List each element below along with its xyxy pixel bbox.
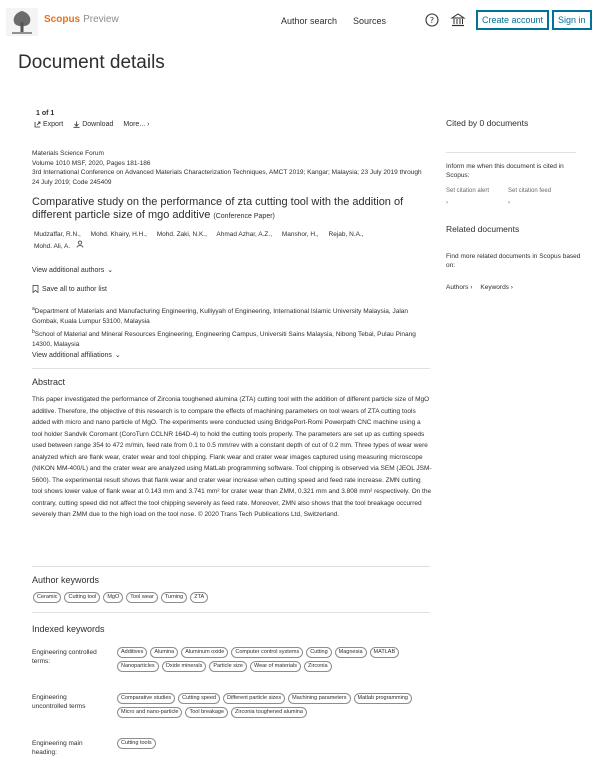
- author-keywords-heading: Author keywords: [32, 575, 100, 585]
- elsevier-logo-icon[interactable]: [6, 8, 38, 36]
- authors-related-link[interactable]: Authors ›: [446, 284, 473, 291]
- save-icon: [32, 285, 39, 293]
- divider: [32, 368, 430, 369]
- person-icon[interactable]: [76, 240, 84, 248]
- document-actions: [34, 121, 150, 128]
- keyword-pill: Tool wear: [126, 592, 158, 603]
- scopus-brand[interactable]: [44, 14, 119, 25]
- keyword-pill: Computer control systems: [231, 647, 303, 658]
- save-authors-label: Save all to author list: [42, 285, 107, 293]
- title-text: Comparative study on the performance of zta cutting tool with the addition of different particle size of mgo additive: [32, 196, 404, 221]
- affiliation-a-text: Department of Materials and Manufacturing Engineering, Kulliyyah of Engineering, International Islamic University Malaysia, Jalan Gombak, Kuala Lumpur 53100, Malaysia: [32, 308, 408, 326]
- related-links: [446, 284, 513, 291]
- chevron-right-icon: ›: [147, 121, 150, 128]
- keyword-pill: Cutting: [306, 647, 331, 658]
- export-button[interactable]: [34, 121, 63, 128]
- view-additional-authors[interactable]: [32, 266, 113, 274]
- document-title: [32, 196, 430, 223]
- affiliations: [32, 304, 430, 350]
- keyword-pill: MgO: [103, 592, 123, 603]
- document-type: (Conference Paper): [213, 213, 275, 220]
- keyword-pill: Zirconia toughened alumina: [231, 707, 307, 718]
- download-icon: [73, 121, 80, 128]
- keyword-pill: Matlab programming: [354, 693, 412, 704]
- view-additional-affiliations[interactable]: [32, 351, 121, 359]
- author-link[interactable]: Mudzaffar, R.N.,: [34, 231, 81, 238]
- author-link[interactable]: Mohd. Ali, A.: [34, 243, 71, 250]
- keyword-pill: Tool breakage: [185, 707, 228, 718]
- set-citation-alert-link[interactable]: [446, 185, 490, 209]
- export-icon: [34, 121, 41, 128]
- chevron-down-icon: ⌄: [107, 267, 114, 274]
- author-link[interactable]: Ahmad Azhar, A.Z.,: [216, 231, 273, 238]
- divider: [446, 152, 576, 153]
- uncontrolled-terms-list: [117, 693, 427, 718]
- view-authors-label: View additional authors: [32, 266, 105, 274]
- chevron-right-icon: ›: [508, 200, 510, 206]
- abstract-text: This paper investigated the performance of Zirconia toughened alumina (ZTA) cutting tool with the addition of different particle size of MgO additive. Therefore, the objective of this research is to compare the effects of machining parameters on tool wears of ZTA cutting tools added with micro and nano particle of MgO. The experiments were conducted using BridgePort-Romi Powerpath CNC machine using a tool holder Sandvik Coromant (CoroTurn CCLNR 164D-4) to hold the cutting tools properly. The parameters are set up as cutting speeds used between range 354 to 472 m/min, feed rate from 0.1 to 0.5 mm/rev with a constant depth of cut of 0.2 mm. Three types of wear were analyzed which are flank wear, crater wear and tool chipping. Flank wear and crater wear images captured using measuring microscope (NIKON MM-400/L) and the crater wear are analyzed using MatLab programming software. Tool chipping is observed via SEM (JEOL JSM-5600). The experimental result shows that flank wear and crater wear increase when cutting speed and feed rate increase. ZMN cutting tool shows lower value of flank wear at 0.143 mm and 3.741 mm² for crater wear than ZMM, 0.321 mm and 3.808 mm² respectively. On the contrary, cutting speed did not affect the tool chipping severely as feed rate. Moreover, ZMN also shows that the tool breakage occurred severely than ZMM due to the high load on the tool nose. © 2020 Trans Tech Publications Ltd, Switzerland.: [32, 396, 432, 518]
- view-affiliations-label: View additional affiliations: [32, 351, 112, 359]
- keywords-link-label: Keywords: [480, 284, 509, 291]
- journal-name[interactable]: Materials Science Forum: [32, 150, 104, 157]
- author-link[interactable]: Mohd. Khairy, H.H.,: [90, 231, 147, 238]
- authors-link-label: Authors: [446, 284, 469, 291]
- affiliation-a: $^a$Department of Materials and Manufacturing Engineering, Kulliyyah of Engineering, International Islamic University Malaysia, Jalan Gombak, Kuala Lumpur 53100, Malaysia: [32, 306, 408, 326]
- abstract-heading: Abstract: [32, 377, 66, 387]
- sign-in-button[interactable]: Sign in: [552, 10, 592, 30]
- indexed-keywords-heading: Indexed keywords: [32, 624, 105, 634]
- keyword-pill: Magnesia: [335, 647, 367, 658]
- brand-name: Scopus: [44, 14, 81, 25]
- related-text: Find more related documents in Scopus based on:: [446, 253, 581, 269]
- keyword-pill: Cutting speed: [178, 693, 220, 704]
- author-link[interactable]: Mohd. Zaki, N.K.,: [156, 231, 207, 238]
- citation-feed-label: Set citation feed: [508, 188, 552, 194]
- institution-icon[interactable]: [450, 12, 466, 28]
- keyword-pill: MATLAB: [370, 647, 400, 658]
- uncontrolled-terms-label: Engineering uncontrolled terms: [32, 694, 86, 710]
- brand-suffix: Preview: [83, 14, 119, 25]
- keyword-pill: Ceramic: [33, 592, 61, 603]
- save-to-author-list[interactable]: [32, 285, 107, 293]
- keyword-pill: Nanoparticles: [117, 661, 159, 672]
- keyword-pill: ZTA: [190, 592, 208, 603]
- keyword-pill: Oxide minerals: [162, 661, 207, 672]
- keyword-pill: Micro and nano-particle: [117, 707, 182, 718]
- divider: [32, 612, 430, 613]
- keyword-pill: Cutting tools: [117, 738, 156, 749]
- keyword-pill: Cutting tool: [64, 592, 100, 603]
- chevron-down-icon: ⌄: [114, 352, 121, 359]
- keyword-pill: Comparative studies: [117, 693, 175, 704]
- keywords-related-link[interactable]: Keywords ›: [480, 284, 513, 291]
- export-label: Export: [43, 121, 64, 128]
- result-count: 1 of 1: [36, 110, 55, 117]
- chevron-right-icon: ›: [446, 200, 448, 206]
- conference-info: 3rd International Conference on Advanced Materials Characterization Techniques, AMCT 2019; Kangar; Malaysia; 23 July 2019 through 24 July 2019; Code 245409: [32, 169, 422, 186]
- source-info: [32, 149, 427, 187]
- divider: [32, 566, 430, 567]
- download-label: Download: [82, 121, 114, 128]
- keyword-pill: Aluminum oxide: [181, 647, 228, 658]
- affiliation-b: $^b$School of Material and Mineral Resources Engineering, Engineering Campus, Universiti Sains Malaysia, Nibong Tebal, Pulau Pinang 14300, Malaysia: [32, 329, 416, 349]
- set-citation-feed-link[interactable]: [508, 185, 552, 209]
- keyword-pill: Turning: [161, 592, 187, 603]
- author-link[interactable]: Rejab, N.A.,: [328, 231, 364, 238]
- controlled-terms-list: [117, 647, 422, 672]
- citation-alert-label: Set citation alert: [446, 188, 490, 194]
- more-button[interactable]: [123, 121, 149, 128]
- nav-author-search[interactable]: Author search: [281, 16, 338, 26]
- download-button[interactable]: [73, 121, 113, 128]
- author-keywords-list: [33, 592, 423, 603]
- cited-by-heading: Cited by 0 documents: [446, 118, 529, 128]
- svg-text:?: ?: [429, 16, 435, 25]
- keyword-pill: Different particle sizes: [223, 693, 285, 704]
- author-list: [34, 229, 424, 252]
- affiliation-b-text: School of Material and Mineral Resources Engineering, Engineering Campus, Universiti Sains Malaysia, Nibong Tebal, Pulau Pinang 14300, Malaysia: [32, 331, 416, 349]
- keyword-pill: Additives: [117, 647, 147, 658]
- main-heading-label: Engineering main heading:: [32, 740, 83, 756]
- more-label: More...: [123, 121, 146, 128]
- nav-sources[interactable]: Sources: [353, 16, 387, 26]
- page-title: Document details: [18, 52, 165, 73]
- create-account-button[interactable]: Create account: [476, 10, 549, 30]
- top-bar: [0, 0, 600, 42]
- keyword-pill: Particle size: [209, 661, 247, 672]
- keyword-pill: Wear of materials: [250, 661, 301, 672]
- help-icon[interactable]: [424, 12, 440, 28]
- related-documents-heading: Related documents: [446, 224, 520, 234]
- controlled-terms-label: Engineering controlled terms:: [32, 649, 97, 665]
- inform-text: Inform me when this document is cited in Scopus:: [446, 163, 564, 179]
- author-link[interactable]: Manshor, H.,: [281, 231, 319, 238]
- volume-info: Volume 1010 MSF, 2020, Pages 181-186: [32, 159, 151, 167]
- keyword-pill: Alumina: [150, 647, 178, 658]
- main-heading-list: [117, 738, 417, 749]
- keyword-pill: Machining parameters: [288, 693, 350, 704]
- keyword-pill: Zirconia: [304, 661, 332, 672]
